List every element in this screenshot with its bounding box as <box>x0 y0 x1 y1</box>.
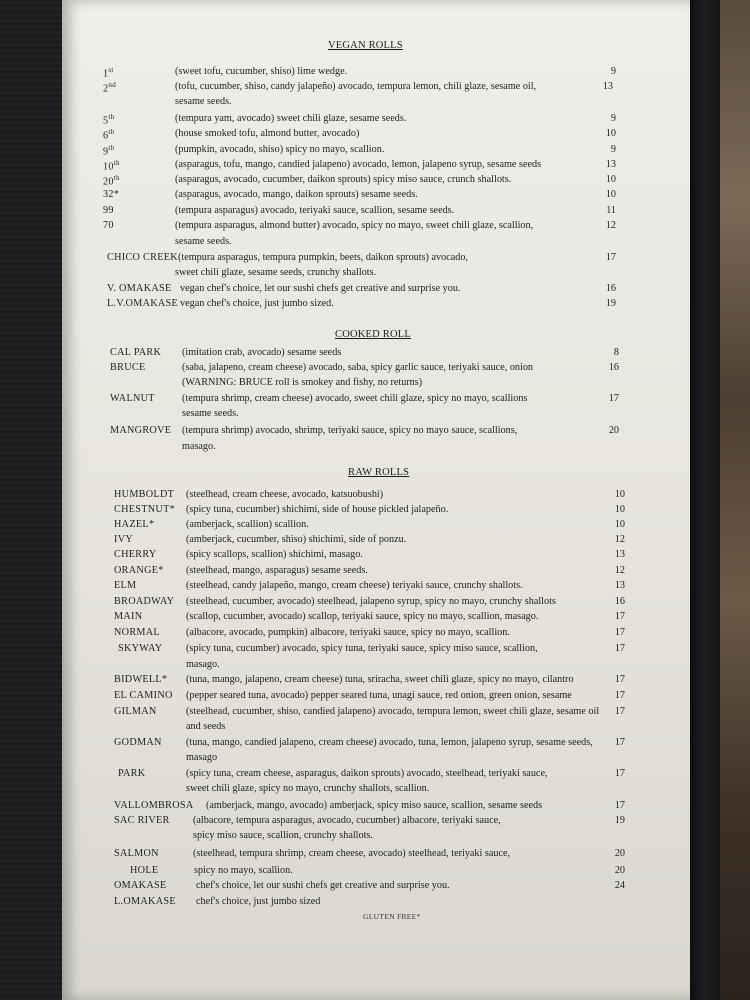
vegan-menu-row <box>0 236 750 249</box>
roll-price: 17 <box>614 800 625 811</box>
vegan-menu-row <box>0 66 750 79</box>
roll-name: 10th <box>103 159 120 173</box>
raw-menu-row <box>0 737 750 750</box>
raw-menu-row <box>0 848 750 861</box>
roll-name: 20th <box>103 174 120 188</box>
gluten-free-note: GLUTEN FREE* <box>363 912 421 921</box>
roll-price: 17 <box>614 627 625 638</box>
vegan-menu-row <box>0 267 750 280</box>
roll-name: HUMBOLDT <box>114 489 175 500</box>
roll-name: CAL PARK <box>110 347 162 358</box>
ordinal-suffix: th <box>113 174 120 182</box>
roll-name: WALNUT <box>110 393 155 404</box>
cooked-menu-row <box>0 347 750 360</box>
roll-price: 20 <box>614 865 625 876</box>
roll-description: (albacore, tempura asparagus, avocado, cucumber) albacore, teriyaki sauce, <box>193 815 501 826</box>
roll-name: OMAKASE <box>114 880 167 891</box>
roll-description: (WARNING: BRUCE roll is smokey and fishy, no returns) <box>182 377 423 388</box>
roll-description: chef's choice, let our sushi chefs get creative and surprise you. <box>196 880 450 891</box>
roll-description: sweet chili glaze, sesame seeds, crunchy shallots. <box>175 267 377 278</box>
roll-name: 99 <box>103 205 114 216</box>
roll-name: BRUCE <box>110 362 146 373</box>
roll-description: vegan chef's choice, just jumbo sized. <box>180 298 334 309</box>
raw-menu-row <box>0 690 750 703</box>
roll-description: (spicy tuna, cream cheese, asparagus, daikon sprouts) avocado, steelhead, teriyaki sauce, <box>186 768 548 779</box>
roll-description: (asparagus, avocado, cucumber, daikon sprouts) spicy miso sauce, crunch shallots. <box>175 174 512 185</box>
roll-description: sweet chili glaze, spicy no mayo, crunchy shallots, scallion. <box>186 783 430 794</box>
roll-name: EL CAMINO <box>114 690 173 701</box>
vegan-menu-row <box>0 205 750 218</box>
roll-name: 5th <box>103 113 115 127</box>
roll-description: sesame seeds. <box>175 236 232 247</box>
roll-description: (tempura asparagus) avocado, teriyaki sauce, scallion, sesame seeds. <box>175 205 455 216</box>
raw-menu-row <box>0 643 750 656</box>
roll-price: 17 <box>614 643 625 654</box>
roll-name: 6th <box>103 128 115 142</box>
roll-price: 11 <box>606 205 616 216</box>
roll-description: (asparagus, avocado, mango, daikon sprouts) sesame seeds. <box>175 189 418 200</box>
roll-description: (pepper seared tuna, avocado) pepper seared tuna, unagi sauce, red onion, green onion, sesame <box>186 690 572 701</box>
roll-price: 9 <box>610 113 616 124</box>
roll-description: (steelhead, candy jalapeño, mango, cream cheese) teriyaki sauce, crunchy shallots. <box>186 580 523 591</box>
roll-name: ORANGE* <box>114 565 164 576</box>
ordinal-suffix: st <box>108 66 114 74</box>
roll-price: 17 <box>614 706 625 717</box>
vegan-menu-row <box>0 283 750 296</box>
raw-menu-row <box>0 519 750 532</box>
roll-name: 70 <box>103 220 114 231</box>
cooked-menu-row <box>0 441 750 454</box>
raw-menu-row <box>0 504 750 517</box>
roll-name: 32* <box>103 189 120 200</box>
raw-menu-row <box>0 830 750 843</box>
raw-menu-row <box>0 800 750 813</box>
roll-price: 13 <box>605 159 616 170</box>
roll-description: (spicy tuna, cucumber) avocado, spicy tuna, teriyaki sauce, spicy miso sauce, scallion, <box>186 643 538 654</box>
roll-price: 13 <box>614 580 625 591</box>
cooked-menu-row <box>0 362 750 375</box>
roll-name: NORMAL <box>114 627 160 638</box>
roll-name: L.V.OMAKASE <box>107 298 179 309</box>
cooked-menu-row <box>0 408 750 421</box>
roll-description: (albacore, avocado, pumpkin) albacore, teriyaki sauce, spicy no mayo, scallion. <box>186 627 510 638</box>
roll-price: 10 <box>614 519 625 530</box>
roll-price: 10 <box>614 489 625 500</box>
roll-price: 20 <box>614 848 625 859</box>
ordinal-suffix: th <box>108 128 115 136</box>
roll-description: (pumpkin, avocado, shiso) spicy no mayo, scallion. <box>175 144 385 155</box>
roll-description: (saba, jalapeno, cream cheese) avocado, saba, spicy garlic sauce, teriyaki sauce, onion <box>182 362 534 373</box>
roll-name: BROADWAY <box>114 596 175 607</box>
raw-menu-row <box>0 752 750 765</box>
roll-description: (spicy tuna, cucumber) shichimi, side of house pickled jalapeño. <box>186 504 449 515</box>
roll-price: 9 <box>610 66 616 77</box>
roll-name: MAIN <box>114 611 143 622</box>
roll-name: PARK <box>118 768 146 779</box>
roll-name: CHESTNUT* <box>114 504 175 515</box>
vegan-menu-row <box>0 252 750 265</box>
roll-price: 24 <box>614 880 625 891</box>
roll-description: masago. <box>182 441 216 452</box>
roll-price: 10 <box>605 174 616 185</box>
roll-description: (steelhead, mango, asparagus) sesame seeds. <box>186 565 368 576</box>
roll-price: 12 <box>614 565 625 576</box>
roll-price: 17 <box>614 690 625 701</box>
raw-menu-row <box>0 721 750 734</box>
roll-description: masago. <box>186 659 220 670</box>
roll-description: (tofu, cucumber, shiso, candy jalapeño) avocado, tempura lemon, chili glaze, sesame oil, <box>175 81 537 92</box>
roll-name: GODMAN <box>114 737 162 748</box>
cooked-section-title: COOKED ROLL <box>335 329 411 340</box>
roll-name: MANGROVE <box>110 425 172 436</box>
roll-description: spicy no mayo, scallion. <box>194 865 293 876</box>
roll-name: CHICO CREEK <box>107 252 178 263</box>
roll-description: (steelhead, cream cheese, avocado, katsuobushi) <box>186 489 384 500</box>
roll-description: (sweet tofu, cucumber, shiso) lime wedge. <box>175 66 348 77</box>
roll-description: (imitation crab, avocado) sesame seeds <box>182 347 342 358</box>
ordinal-suffix: th <box>108 113 115 121</box>
roll-price: 10 <box>605 189 616 200</box>
roll-description: sesame seeds. <box>175 96 232 107</box>
cooked-menu-row <box>0 393 750 406</box>
roll-name: HOLE <box>130 865 159 876</box>
roll-description: (asparagus, tofu, mango, candied jalapeno) avocado, lemon, jalapeno syrup, sesame seeds <box>175 159 542 170</box>
vegan-menu-row <box>0 144 750 157</box>
roll-price: 8 <box>613 347 619 358</box>
vegan-menu-row <box>0 128 750 141</box>
vegan-menu-row <box>0 96 750 109</box>
vegan-menu-row <box>0 174 750 187</box>
raw-menu-row <box>0 596 750 609</box>
roll-name: HAZEL* <box>114 519 155 530</box>
raw-menu-row <box>0 865 750 878</box>
roll-price: 12 <box>605 220 616 231</box>
roll-name: VALLOMBROSA <box>114 800 194 811</box>
roll-description: chef's choice, just jumbo sized <box>196 896 321 907</box>
roll-description: (tempura shrimp, cream cheese) avocado, sweet chili glaze, spicy no mayo, scallions <box>182 393 528 404</box>
roll-description: sesame seeds. <box>182 408 239 419</box>
roll-description: spicy miso sauce, scallion, crunchy shallots. <box>193 830 373 841</box>
roll-description: (tempura asparagus, almond butter) avocado, spicy no mayo, sweet chili glaze, scallion, <box>175 220 534 231</box>
raw-menu-row <box>0 896 750 909</box>
roll-name: IVY <box>114 534 134 545</box>
raw-menu-row <box>0 489 750 502</box>
roll-description: (steelhead, cucumber, shiso, candied jalapeno) avocado, tempura lemon, sweet chili glaze, sesame oil <box>186 706 600 717</box>
ordinal-suffix: th <box>113 159 120 167</box>
roll-description: (house smoked tofu, almond butter, avocado) <box>175 128 360 139</box>
roll-price: 16 <box>614 596 625 607</box>
raw-menu-row <box>0 627 750 640</box>
roll-description: (steelhead, tempura shrimp, cream cheese, avocado) steelhead, teriyaki sauce, <box>193 848 511 859</box>
raw-menu-row <box>0 549 750 562</box>
roll-name: SALMON <box>114 848 159 859</box>
vegan-menu-row <box>0 298 750 311</box>
roll-price: 17 <box>614 737 625 748</box>
vegan-menu-row <box>0 220 750 233</box>
roll-name: ELM <box>114 580 137 591</box>
roll-name: CHERRY <box>114 549 157 560</box>
raw-menu-row <box>0 659 750 672</box>
roll-description: (amberjack, mango, avocado) amberjack, spicy miso sauce, scallion, sesame seeds <box>206 800 543 811</box>
roll-price: 9 <box>610 144 616 155</box>
roll-description: vegan chef's choice, let our sushi chefs get creative and surprise you. <box>180 283 461 294</box>
roll-price: 13 <box>614 549 625 560</box>
roll-name: SAC RIVER <box>114 815 170 826</box>
cooked-menu-row <box>0 425 750 438</box>
roll-price: 12 <box>614 534 625 545</box>
cooked-menu-row <box>0 377 750 390</box>
roll-price: 20 <box>608 425 619 436</box>
roll-name: V. OMAKASE <box>107 283 172 294</box>
raw-menu-row <box>0 815 750 828</box>
raw-menu-row <box>0 768 750 781</box>
roll-price: 17 <box>608 393 619 404</box>
raw-menu-row <box>0 565 750 578</box>
roll-description: (scallop, cucumber, avocado) scallop, teriyaki sauce, spicy no mayo, scallion, masago. <box>186 611 539 622</box>
raw-menu-row <box>0 783 750 796</box>
roll-description: masago <box>186 752 218 763</box>
roll-description: and seeds <box>186 721 226 732</box>
raw-menu-row <box>0 611 750 624</box>
roll-price: 10 <box>614 504 625 515</box>
vegan-menu-row <box>0 159 750 172</box>
roll-price: 17 <box>614 768 625 779</box>
roll-name: BIDWELL* <box>114 674 168 685</box>
roll-price: 19 <box>614 815 625 826</box>
roll-name: SKYWAY <box>118 643 163 654</box>
roll-name: 2nd <box>103 81 117 95</box>
raw-section-title: RAW ROLLS <box>348 467 410 478</box>
ordinal-suffix: th <box>108 144 115 152</box>
vegan-menu-row <box>0 113 750 126</box>
roll-price: 10 <box>605 128 616 139</box>
roll-description: (amberjack, cucumber, shiso) shichimi, side of ponzu. <box>186 534 407 545</box>
roll-price: 16 <box>608 362 619 373</box>
roll-description: (spicy scallops, scallion) shichimi, masago. <box>186 549 363 560</box>
roll-price: 13 <box>602 81 613 92</box>
roll-price: 17 <box>605 252 616 263</box>
roll-description: (steelhead, cucumber, avocado) steelhead, jalapeno syrup, spicy no mayo, crunchy shallots <box>186 596 556 607</box>
roll-price: 17 <box>614 674 625 685</box>
roll-description: (amberjack, scallion) scallion. <box>186 519 309 530</box>
roll-description: (tuna, mango, candied jalapeno, cream cheese) avocado, tuna, lemon, jalapeno syrup, sesame seeds, <box>186 737 593 748</box>
roll-name: 1st <box>103 66 114 80</box>
raw-menu-row <box>0 534 750 547</box>
roll-name: L.OMAKASE <box>114 896 176 907</box>
roll-description: (tuna, mango, jalapeno, cream cheese) tuna, sriracha, sweet chili glaze, spicy no mayo, cilantro <box>186 674 574 685</box>
vegan-menu-row <box>0 189 750 202</box>
roll-name: GILMAN <box>114 706 157 717</box>
roll-description: (tempura yam, avocado) sweet chili glaze, sesame seeds. <box>175 113 407 124</box>
raw-menu-row <box>0 880 750 893</box>
raw-menu-row <box>0 674 750 687</box>
roll-description: (tempura shrimp) avocado, shrimp, teriyaki sauce, spicy no mayo sauce, scallions, <box>182 425 518 436</box>
ordinal-suffix: nd <box>108 81 117 89</box>
raw-menu-row <box>0 580 750 593</box>
roll-name: 9th <box>103 144 115 158</box>
raw-menu-row <box>0 706 750 719</box>
vegan-section-title: VEGAN ROLLS <box>328 40 403 51</box>
vegan-menu-row <box>0 81 750 94</box>
roll-price: 17 <box>614 611 625 622</box>
roll-description: (tempura asparagus, tempura pumpkin, beets, daikon sprouts) avocado, <box>178 252 468 263</box>
roll-price: 16 <box>605 283 616 294</box>
roll-price: 19 <box>605 298 616 309</box>
